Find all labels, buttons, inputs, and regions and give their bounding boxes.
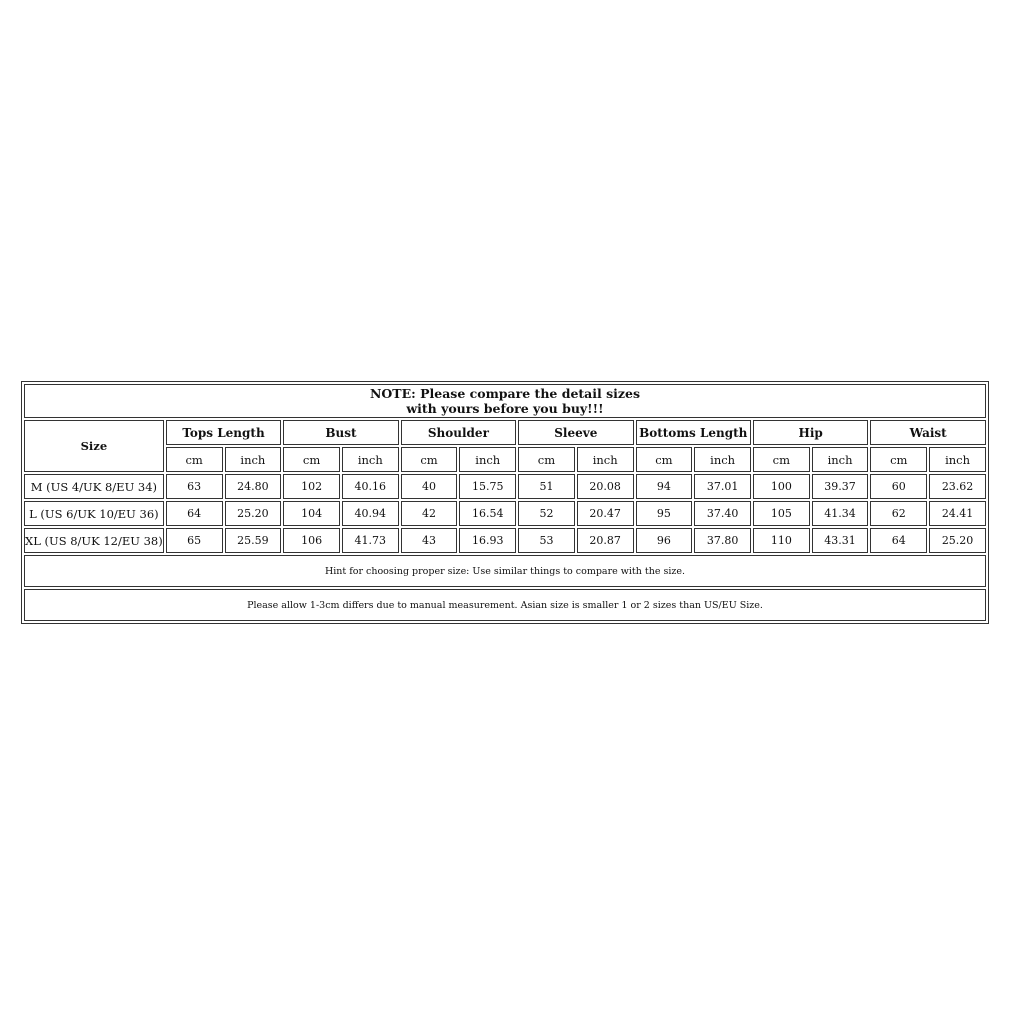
unit-cm: cm: [283, 447, 340, 472]
value-cell: 65: [166, 528, 223, 553]
value-cell: 42: [401, 501, 458, 526]
unit-inch: inch: [577, 447, 634, 472]
unit-cm: cm: [401, 447, 458, 472]
unit-cm: cm: [636, 447, 693, 472]
value-cell: 23.62: [929, 474, 986, 499]
value-cell: 20.87: [577, 528, 634, 553]
value-cell: 110: [753, 528, 810, 553]
header-hip: Hip: [753, 420, 868, 445]
value-cell: 40: [401, 474, 458, 499]
note-line-2: with yours before you buy!!!: [406, 401, 604, 416]
unit-cm: cm: [518, 447, 575, 472]
value-cell: 37.80: [694, 528, 751, 553]
value-cell: 16.93: [459, 528, 516, 553]
value-cell: 16.54: [459, 501, 516, 526]
unit-cm: cm: [870, 447, 927, 472]
value-cell: 63: [166, 474, 223, 499]
value-cell: 102: [283, 474, 340, 499]
value-cell: 100: [753, 474, 810, 499]
value-cell: 64: [166, 501, 223, 526]
header-shoulder: Shoulder: [401, 420, 516, 445]
size-chart-table: [21, 381, 989, 624]
value-cell: 40.16: [342, 474, 399, 499]
value-cell: 106: [283, 528, 340, 553]
unit-inch: inch: [929, 447, 986, 472]
value-cell: 20.47: [577, 501, 634, 526]
value-cell: 62: [870, 501, 927, 526]
unit-header-row: [24, 447, 986, 472]
hint-row: [24, 555, 986, 587]
unit-cm: cm: [166, 447, 223, 472]
value-cell: 41.73: [342, 528, 399, 553]
value-cell: 105: [753, 501, 810, 526]
value-cell: 104: [283, 501, 340, 526]
value-cell: 15.75: [459, 474, 516, 499]
unit-inch: inch: [459, 447, 516, 472]
value-cell: 96: [636, 528, 693, 553]
header-waist: Waist: [870, 420, 986, 445]
size-row-l: [24, 501, 986, 526]
size-row-m: [24, 474, 986, 499]
unit-inch: inch: [812, 447, 869, 472]
value-cell: 53: [518, 528, 575, 553]
size-label: M (US 4/UK 8/EU 34): [24, 474, 164, 499]
value-cell: 41.34: [812, 501, 869, 526]
note-row: [24, 384, 986, 418]
note-line-1: NOTE: Please compare the detail sizes: [369, 386, 640, 401]
unit-inch: inch: [225, 447, 282, 472]
value-cell: 20.08: [577, 474, 634, 499]
value-cell: 43: [401, 528, 458, 553]
value-cell: 24.41: [929, 501, 986, 526]
unit-inch: inch: [342, 447, 399, 472]
size-label: XL (US 8/UK 12/EU 38): [24, 528, 164, 553]
value-cell: 25.59: [225, 528, 282, 553]
value-cell: 24.80: [225, 474, 282, 499]
value-cell: 43.31: [812, 528, 869, 553]
value-cell: 95: [636, 501, 693, 526]
value-cell: 64: [870, 528, 927, 553]
unit-cm: cm: [753, 447, 810, 472]
header-bust: Bust: [283, 420, 398, 445]
allowance-text: Please allow 1-3cm differs due to manual measurement. Asian size is smaller 1 or 2 sizes than US/EU Size.: [24, 589, 986, 621]
value-cell: 52: [518, 501, 575, 526]
value-cell: 51: [518, 474, 575, 499]
unit-inch: inch: [694, 447, 751, 472]
value-cell: 25.20: [225, 501, 282, 526]
value-cell: 25.20: [929, 528, 986, 553]
group-header-row: [24, 420, 986, 445]
value-cell: 94: [636, 474, 693, 499]
value-cell: 39.37: [812, 474, 869, 499]
size-row-xl: [24, 528, 986, 553]
size-column-header: Size: [24, 420, 164, 472]
value-cell: 37.01: [694, 474, 751, 499]
size-label: L (US 6/UK 10/EU 36): [24, 501, 164, 526]
value-cell: 60: [870, 474, 927, 499]
header-bottoms-length: Bottoms Length: [636, 420, 751, 445]
value-cell: 37.40: [694, 501, 751, 526]
allowance-row: [24, 589, 986, 621]
hint-text: Hint for choosing proper size: Use similar things to compare with the size.: [24, 555, 986, 587]
header-tops-length: Tops Length: [166, 420, 281, 445]
note-cell: [24, 384, 986, 418]
header-sleeve: Sleeve: [518, 420, 633, 445]
value-cell: 40.94: [342, 501, 399, 526]
